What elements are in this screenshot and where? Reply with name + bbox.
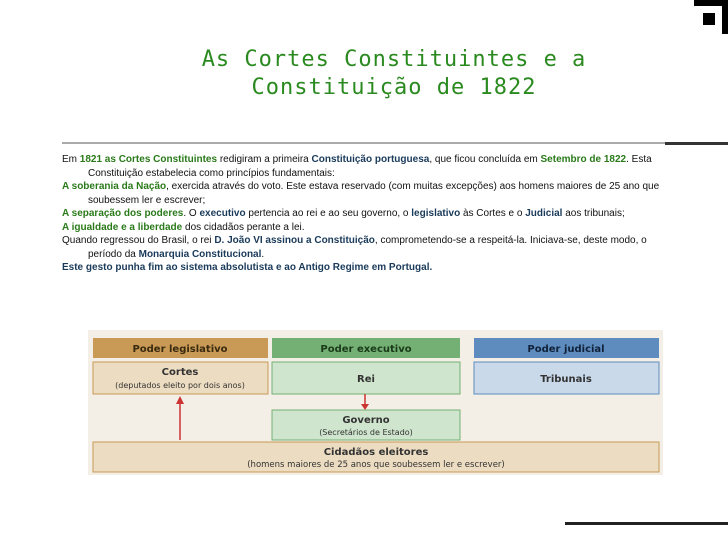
slide-body: [62, 153, 672, 275]
rei-label: Rei: [357, 374, 375, 385]
cortes-sublabel: (deputados eleito por dois anos): [115, 381, 245, 390]
title-line-2: Constituição de 1822: [251, 75, 537, 100]
slide-title: [60, 46, 728, 102]
governo-sublabel: (Secretários de Estado): [319, 428, 413, 437]
cidadaos-label: Cidadãos eleitores: [323, 447, 429, 458]
header-legislative: Poder legislativo: [132, 344, 228, 355]
footer-accent-line: [565, 522, 728, 525]
paragraph-regresso: Quando regressou do Brasil, o rei D. João VI assinou a Constituição, comprometendo-se a respeitá-la. Iniciava-se, deste modo, o período da Monarquia Constitucional.: [62, 235, 647, 260]
header-executive: Poder executivo: [320, 344, 412, 355]
title-divider-accent: [665, 142, 728, 145]
paragraph-igualdade: A igualdade e a liberdade dos cidadãos perante a lei.: [62, 221, 305, 233]
paragraph-conclusao: Este gesto punha fim ao sistema absolutista e ao Antigo Regime em Portugal.: [62, 262, 433, 273]
cortes-label: Cortes: [161, 367, 199, 378]
cidadaos-sublabel: (homens maiores de 25 anos que soubessem ler e escrever): [247, 460, 505, 470]
powers-diagram-svg: [88, 330, 663, 475]
cidadaos-cortes-arrowhead: [176, 396, 184, 404]
header-judicial: Poder judicial: [527, 344, 605, 355]
paragraph-intro: Em 1821 as Cortes Constituintes redigiram a primeira Constituição portuguesa, que ficou concluída em Setembro de 1822. Esta Constituição estabelecia como princípios fundamentais:: [62, 154, 652, 179]
paragraph-separacao: A separação dos poderes. O executivo pertencia ao rei e ao seu governo, o legislativo às Cortes e o Judicial aos tribunais;: [62, 208, 625, 219]
title-line-1: As Cortes Constituintes e a: [201, 47, 587, 72]
powers-diagram: [88, 330, 663, 475]
title-divider: [62, 142, 728, 144]
paragraph-soberania: A soberania da Nação, exercida através do voto. Este estava reservado (com muitas excepções) aos homens maiores de 25 ano que soubessem ler e escrever;: [62, 181, 660, 206]
tribunais-label: Tribunais: [540, 374, 592, 385]
rei-governo-arrowhead: [361, 404, 369, 410]
corner-decoration: [678, 0, 728, 50]
governo-label: Governo: [342, 415, 390, 426]
